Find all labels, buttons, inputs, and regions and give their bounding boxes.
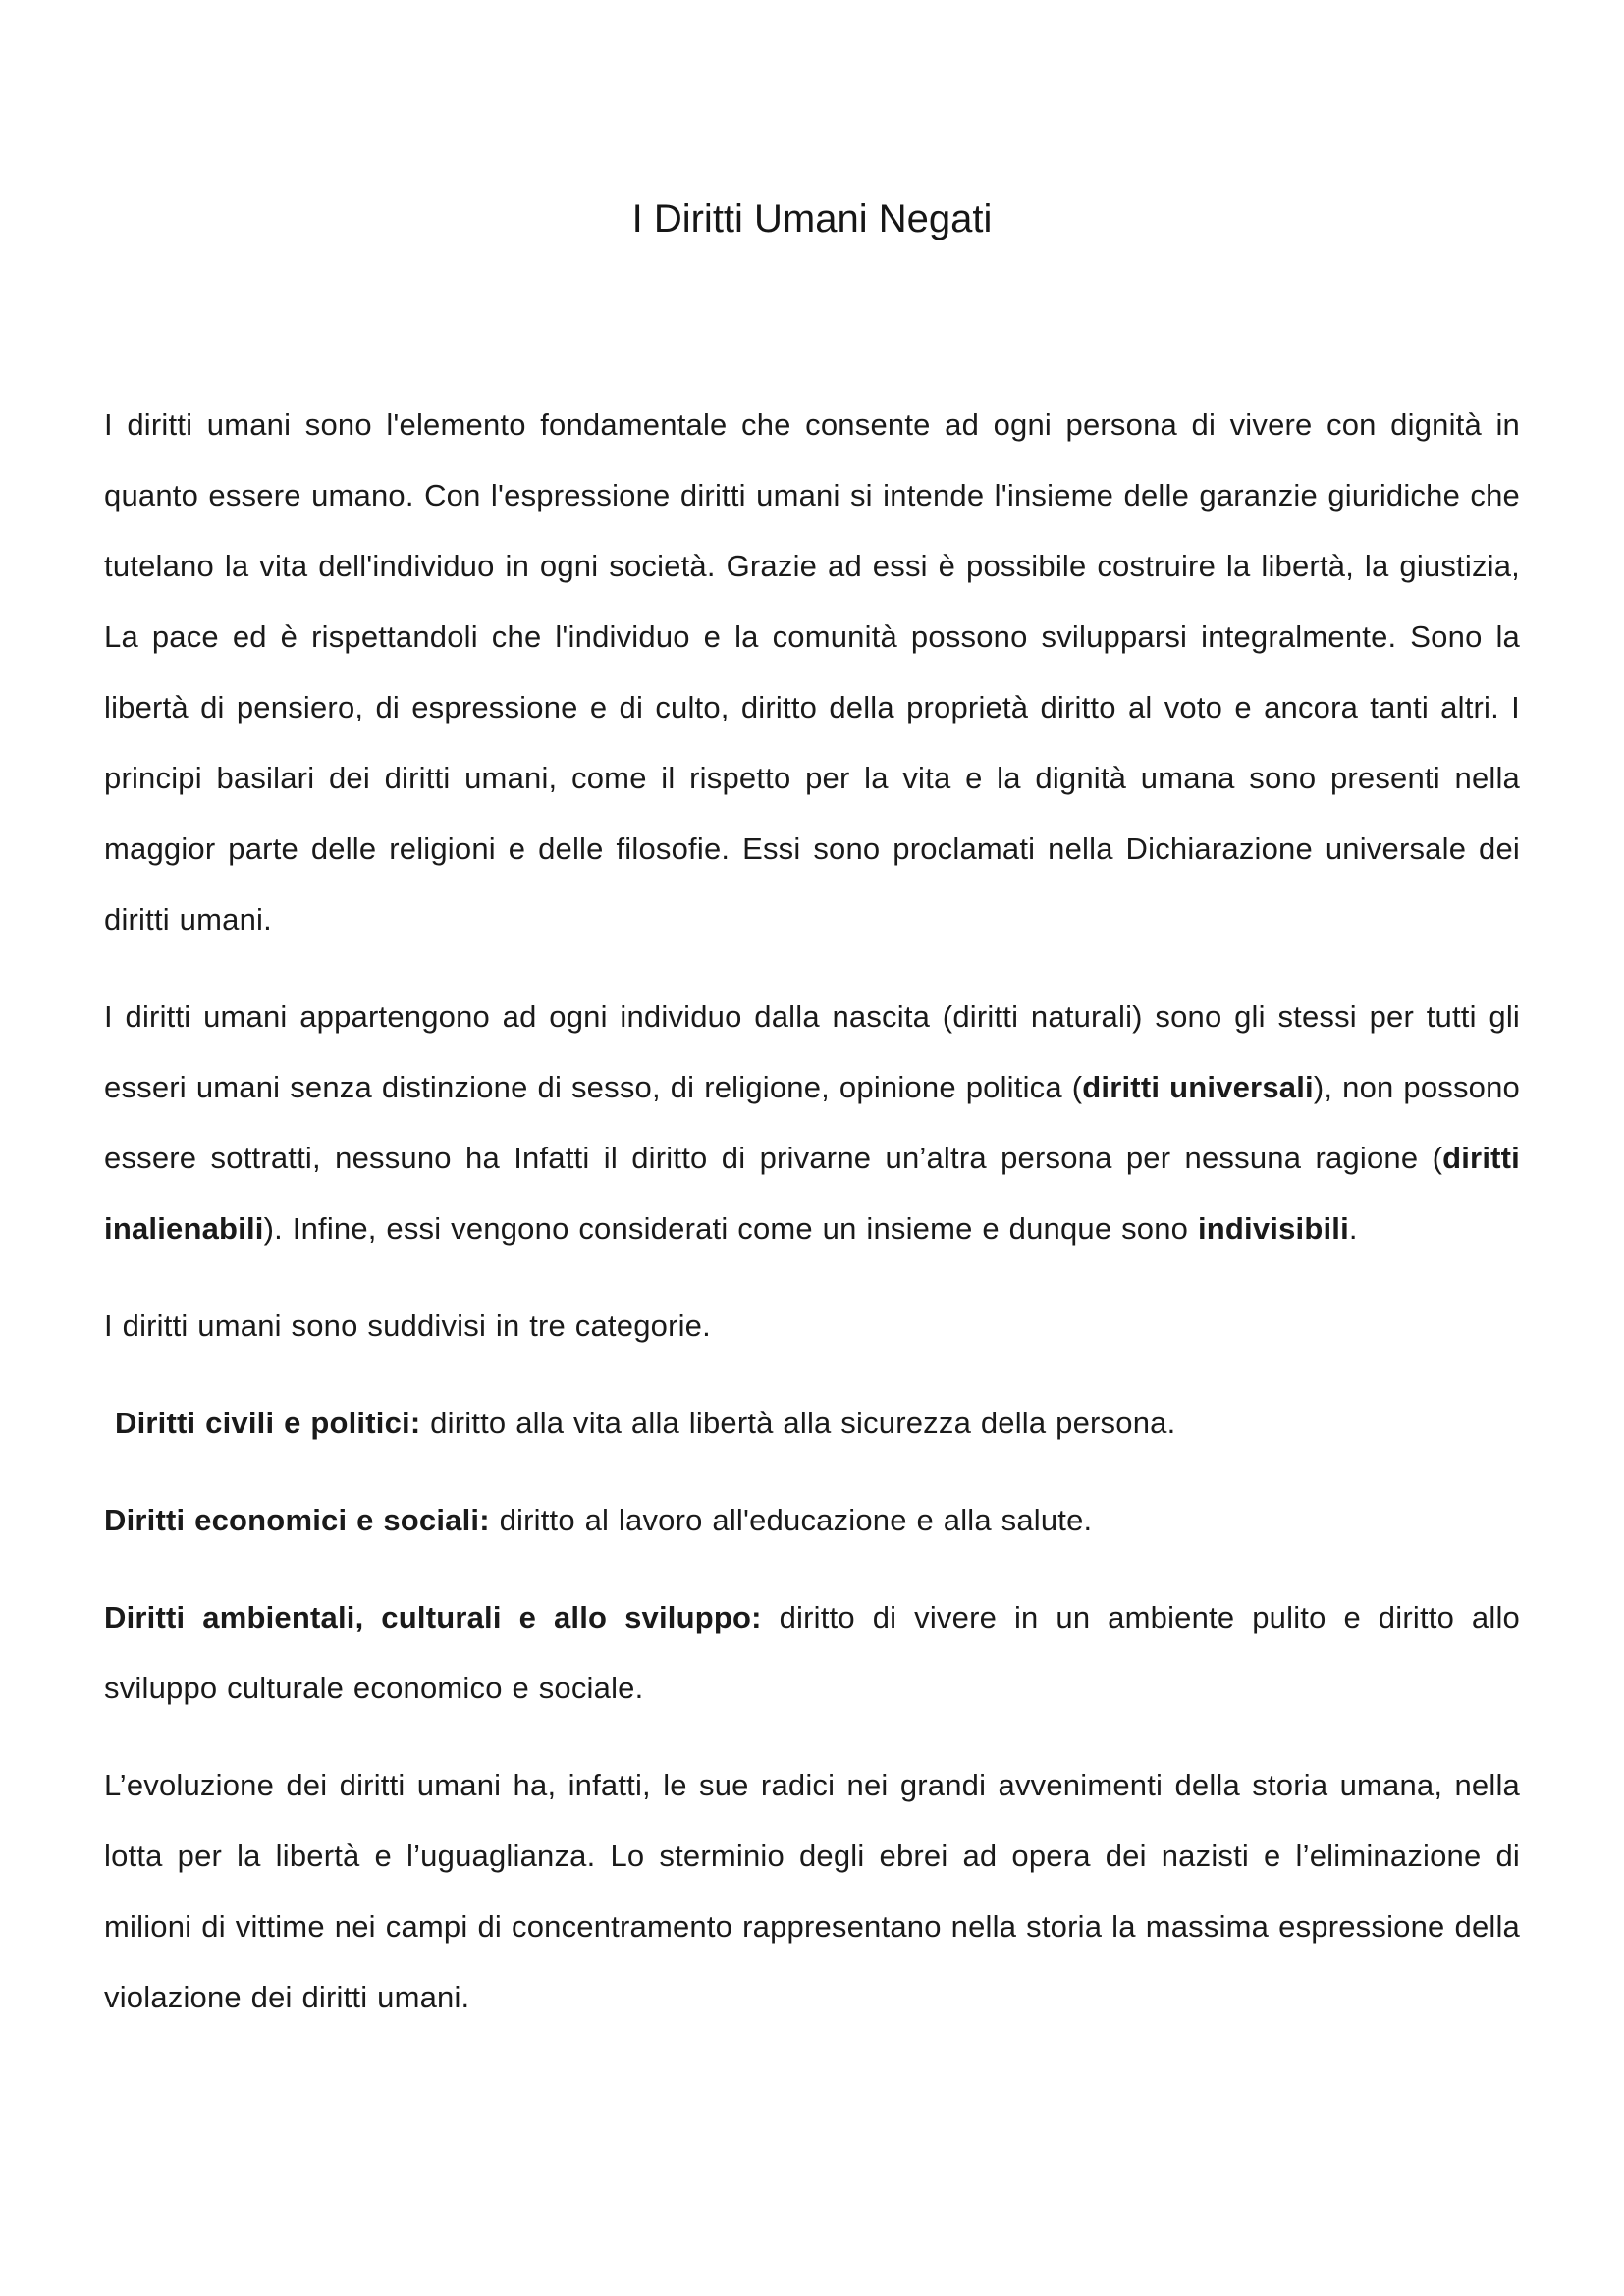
- paragraph: [104, 982, 1520, 1264]
- text-run: I diritti umani sono suddivisi in tre categorie.: [104, 1308, 711, 1343]
- paragraph: [104, 390, 1520, 955]
- text-run: ), non possono essere sottratti, nessuno ha Infatti il diritto di privarne un’altra persona per nessuna ragione (: [104, 1070, 1520, 1175]
- paragraph: [104, 1291, 1520, 1362]
- bold-text-run: Diritti ambientali, culturali e allo sviluppo:: [104, 1600, 762, 1634]
- text-run: ). Infine, essi vengono considerati come un insieme e dunque sono: [263, 1211, 1198, 1246]
- bold-text-run: Diritti economici e sociali:: [104, 1503, 490, 1537]
- text-run: diritto alla vita alla libertà alla sicurezza della persona.: [420, 1406, 1176, 1440]
- bold-text-run: diritti inalienabili: [104, 1141, 1520, 1246]
- bold-text-run: indivisibili: [1197, 1211, 1349, 1246]
- paragraph: [104, 1582, 1520, 1724]
- paragraph: [104, 1485, 1520, 1556]
- text-run: L’evoluzione dei diritti umani ha, infatti, le sue radici nei grandi avvenimenti della storia umana, nella lotta per la libertà e l’uguaglianza. Lo sterminio degli ebrei ad opera dei nazisti e l’eliminazione di milioni di vittime nei campi di concentramento rappresentano nella storia la massima espressione della violazione dei diritti umani.: [104, 1768, 1520, 2014]
- text-run: diritto al lavoro all'educazione e alla salute.: [489, 1503, 1093, 1537]
- paragraph: [104, 1750, 1520, 2033]
- text-run: I diritti umani sono l'elemento fondamentale che consente ad ogni persona di vivere con dignità in quanto essere umano. Con l'espressione diritti umani si intende l'insieme delle garanzie giuridiche che tutelano la vita dell'individuo in ogni società. Grazie ad essi è possibile costruire la libertà, la giustizia, La pace ed è rispettandoli che l'individuo e la comunità possono svilupparsi integralmente. Sono la libertà di pensiero, di espressione e di culto, diritto della proprietà diritto al voto e ancora tanti altri. I principi basilari dei diritti umani, come il rispetto per la vita e la dignità umana sono presenti nella maggior parte delle religioni e delle filosofie. Essi sono proclamati nella Dichiarazione universale dei diritti umani.: [104, 407, 1520, 936]
- text-run: .: [1348, 1211, 1358, 1246]
- document-title: I Diritti Umani Negati: [631, 197, 993, 240]
- text-run: I diritti umani appartengono ad ogni individuo dalla nascita (diritti naturali) sono gli stessi per tutti gli esseri umani senza distinzione di sesso, di religione, opinione politica (: [104, 999, 1520, 1104]
- document-body: [104, 390, 1520, 2033]
- paragraph: [104, 1388, 1520, 1459]
- bold-text-run: diritti universali: [1082, 1070, 1314, 1104]
- bold-text-run: Diritti civili e politici:: [115, 1406, 421, 1440]
- text-run: diritto di vivere in un ambiente pulito e diritto allo sviluppo culturale economico e sociale.: [104, 1600, 1520, 1705]
